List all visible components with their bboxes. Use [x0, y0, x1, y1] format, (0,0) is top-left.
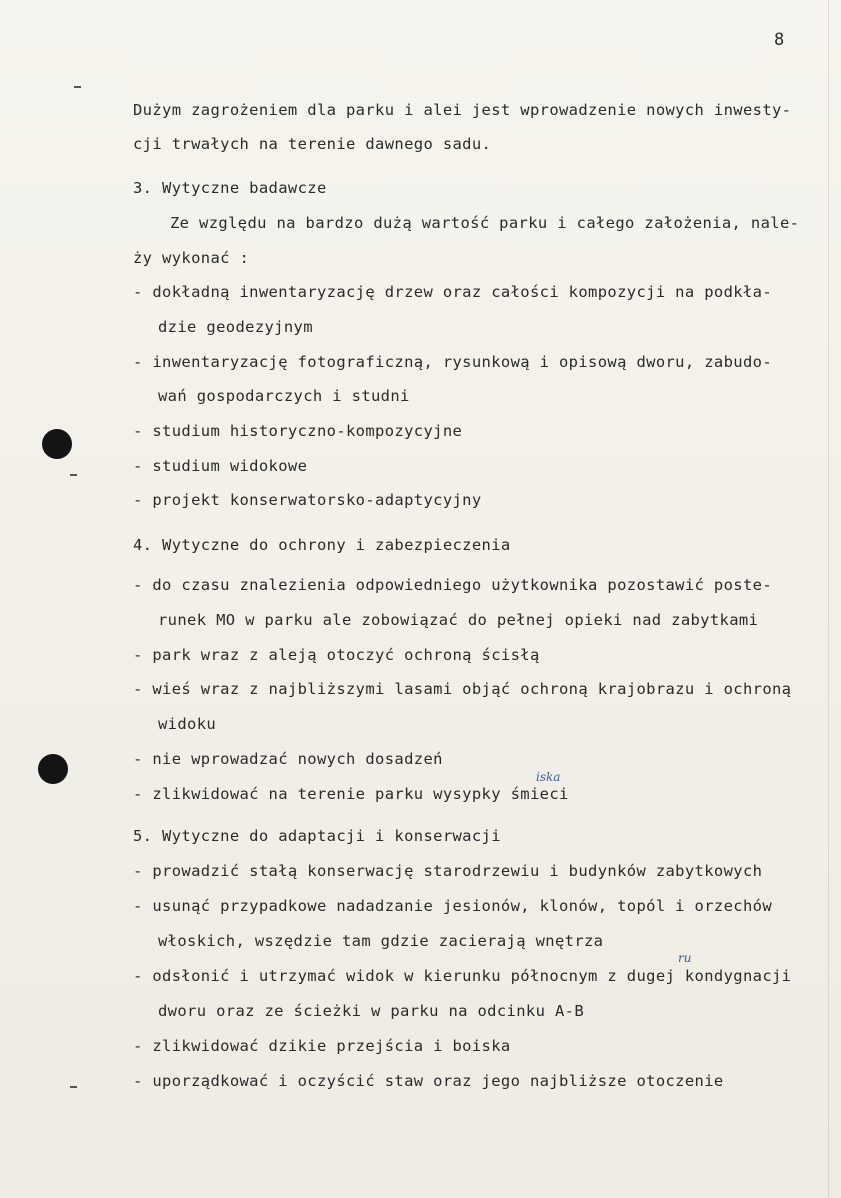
list-item-continuation: wań gospodarczych i studni: [158, 387, 410, 405]
list-item-continuation: włoskich, wszędzie tam gdzie zacierają wnętrza: [158, 932, 604, 950]
list-item: - prowadzić stałą konserwację starodrzewiu i budynków zabytkowych: [133, 862, 763, 880]
list-item: - studium historyczno-kompozycyjne: [133, 422, 463, 440]
text-line: cji trwałych na terenie dawnego sadu.: [133, 135, 492, 153]
text-line: ży wykonać :: [133, 249, 250, 267]
list-item-continuation: dworu oraz ze ścieżki w parku na odcinku A-B: [158, 1002, 584, 1020]
section-heading: 4. Wytyczne do ochrony i zabezpieczenia: [133, 536, 511, 554]
list-item: - zlikwidować na terenie parku wysypky śmieci: [133, 785, 569, 803]
handwritten-correction: ru: [678, 951, 692, 965]
list-item: - dokładną inwentaryzację drzew oraz całości kompozycji na podkła-: [133, 283, 772, 301]
margin-mark: [70, 474, 77, 476]
list-item: - inwentaryzację fotograficzną, rysunkową i opisową dworu, zabudo-: [133, 353, 772, 371]
margin-mark: [70, 1086, 77, 1088]
list-item-continuation: runek MO w parku ale zobowiązać do pełnej opieki nad zabytkami: [158, 611, 759, 629]
section-heading: 5. Wytyczne do adaptacji i konserwacji: [133, 827, 501, 845]
punch-hole-bottom: [38, 754, 68, 784]
list-item: - usunąć przypadkowe nadadzanie jesionów, klonów, topól i orzechów: [133, 897, 772, 915]
margin-mark: [74, 86, 81, 88]
list-item-continuation: widoku: [158, 715, 217, 733]
page-number: 8: [774, 30, 785, 50]
list-item: - park wraz z aleją otoczyć ochroną ścisłą: [133, 646, 540, 664]
list-item: - studium widokowe: [133, 457, 308, 475]
handwritten-correction: iska: [536, 770, 561, 784]
list-item: - nie wprowadzać nowych dosadzeń: [133, 750, 443, 768]
list-item: - projekt konserwatorsko-adaptycyjny: [133, 491, 482, 509]
text-line: Ze względu na bardzo dużą wartość parku i całego założenia, nale-: [170, 214, 800, 232]
paper-edge: [828, 0, 829, 1198]
list-item: - uporządkować i oczyścić staw oraz jego najbliższe otoczenie: [133, 1072, 724, 1090]
text-line: Dużym zagrożeniem dla parku i alei jest wprowadzenie nowych inwesty-: [133, 101, 792, 119]
list-item: - do czasu znalezienia odpowiedniego użytkownika pozostawić poste-: [133, 576, 772, 594]
list-item: - odsłonić i utrzymać widok w kierunku północnym z dugej kondygnacji: [133, 967, 792, 985]
list-item-continuation: dzie geodezyjnym: [158, 318, 313, 336]
punch-hole-top: [42, 429, 72, 459]
section-heading: 3. Wytyczne badawcze: [133, 179, 327, 197]
list-item: - zlikwidować dzikie przejścia i boiska: [133, 1037, 511, 1055]
list-item: - wieś wraz z najbliższymi lasami objąć ochroną krajobrazu i ochroną: [133, 680, 792, 698]
